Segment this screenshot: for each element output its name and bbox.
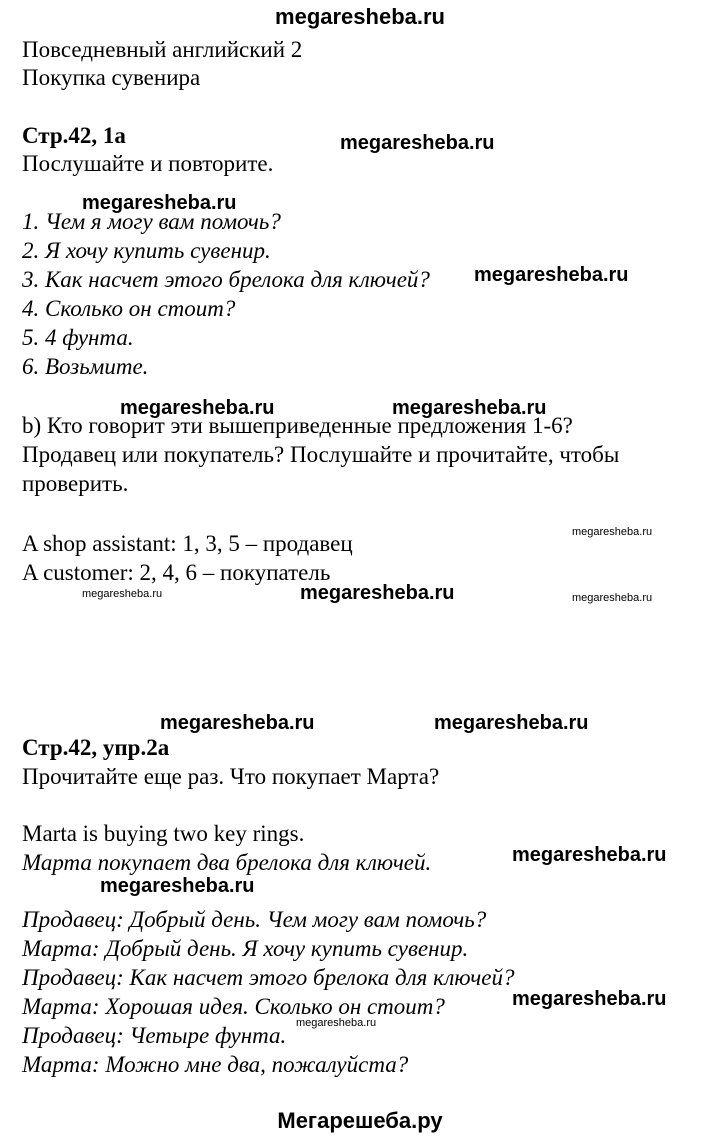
watermark: megaresheba.ru — [82, 192, 237, 214]
section-2a-heading: Стр.42, упр.2а — [22, 735, 170, 760]
dialogue-line: Марта: Хорошая идея. Сколько он стоит? — [22, 994, 445, 1019]
answer-customer: A customer: 2, 4, 6 – покупатель — [22, 560, 331, 585]
watermark: megaresheba.ru — [160, 712, 315, 734]
watermark: megaresheba.ru — [572, 526, 653, 538]
watermark: megaresheba.ru — [512, 988, 667, 1010]
site-header: megaresheba.ru — [275, 4, 445, 29]
watermark: megaresheba.ru — [434, 712, 589, 734]
answer-russian: Марта покупает два брелока для ключей. — [22, 850, 432, 875]
watermark: megaresheba.ru — [100, 875, 255, 897]
list-item: 4. Сколько он стоит? — [22, 296, 236, 321]
watermark: megaresheba.ru — [340, 132, 495, 154]
section-1b-line-2: Продавец или покупатель? Послушайте и прочитайте, чтобы — [22, 442, 620, 467]
intro-line-1: Повседневный английский 2 — [22, 37, 303, 62]
section-1a-instruction: Послушайте и повторите. — [22, 151, 274, 176]
watermark: megaresheba.ru — [392, 397, 547, 419]
section-1b-line-1: b) Кто говорит эти вышеприведенные предложения 1-6? — [22, 413, 573, 438]
watermark: megaresheba.ru — [82, 588, 163, 600]
list-item: 3. Как насчет этого брелока для ключей? — [22, 267, 430, 292]
intro-line-2: Покупка сувенира — [22, 65, 201, 90]
footer-brand: Мегарешеба.ру — [277, 1108, 443, 1133]
section-1a-heading: Стр.42, 1а — [22, 123, 126, 148]
answer-shop-assistant: A shop assistant: 1, 3, 5 – продавец — [22, 531, 353, 556]
watermark: megaresheba.ru — [572, 592, 653, 604]
watermark: megaresheba.ru — [120, 397, 275, 419]
dialogue-line: Марта: Можно мне два, пожалуйста? — [22, 1052, 409, 1077]
section-2a-instruction: Прочитайте еще раз. Что покупает Марта? — [22, 764, 440, 789]
list-item: 6. Возьмите. — [22, 354, 149, 379]
list-item: 2. Я хочу купить сувенир. — [22, 238, 271, 263]
watermark: megaresheba.ru — [474, 264, 629, 286]
watermark: megaresheba.ru — [512, 844, 667, 866]
dialogue-line: Марта: Добрый день. Я хочу купить сувенир. — [22, 936, 469, 961]
list-item: 5. 4 фунта. — [22, 325, 134, 350]
answer-english: Marta is buying two key rings. — [22, 821, 305, 846]
dialogue-line: Продавец: Как насчет этого брелока для ключей? — [22, 965, 515, 990]
watermark: megaresheba.ru — [296, 1017, 377, 1029]
watermark: megaresheba.ru — [300, 582, 455, 604]
dialogue-line: Продавец: Четыре фунта. — [22, 1023, 287, 1048]
list-item: 1. Чем я могу вам помочь? — [22, 209, 281, 234]
section-1b-line-3: проверить. — [22, 471, 129, 496]
dialogue-line: Продавец: Добрый день. Чем могу вам помочь? — [22, 907, 487, 932]
